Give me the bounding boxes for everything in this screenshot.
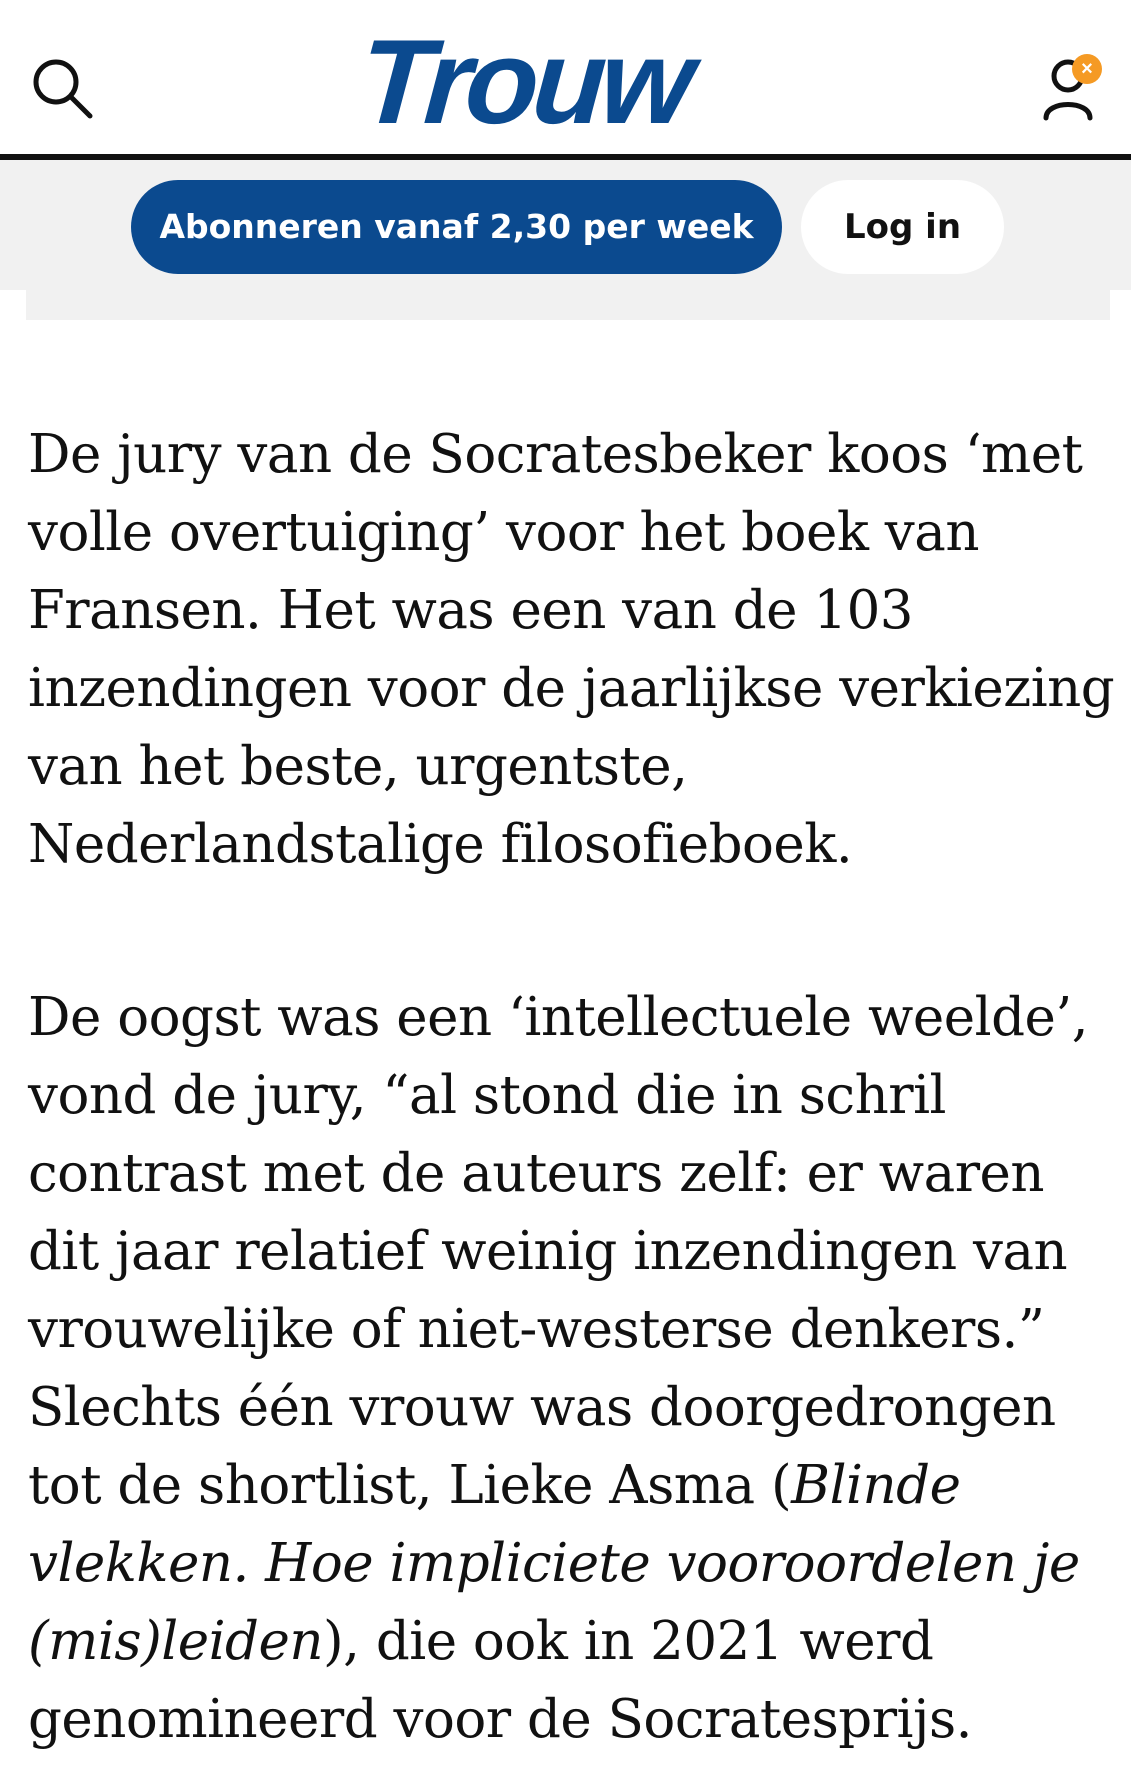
banner-placeholder — [26, 290, 1110, 320]
site-logo[interactable]: Trouw — [355, 15, 693, 149]
paragraph-text: ), die ook in 2021 werd genomineerd voor de Socratesprijs. — [28, 1611, 972, 1750]
article-paragraph — [28, 979, 1118, 1759]
subscribe-button[interactable]: Abonneren vanaf 2,30 per week — [131, 180, 782, 274]
subscription-bar — [0, 160, 1131, 290]
article-paragraph: De jury van de Socratesbeker koos ‘met volle overtuiging’ voor het boek van Fransen. Het was een van de 103 inzendingen voor de jaarlijkse verkiezing van het beste, urgentste, Nederlandstalige filosofieboek. — [28, 424, 1115, 875]
notification-badge: × — [1072, 54, 1102, 84]
article-body — [28, 416, 1118, 1775]
book-title: Blinde vlekken. Hoe impliciete vooroordelen je (mis)leiden — [28, 1455, 1080, 1672]
site-header — [0, 0, 1131, 155]
login-button[interactable]: Log in — [801, 180, 1004, 274]
paragraph-text: De oogst was een ‘intellectuele weelde’, vond de jury, “al stond die in schril contrast met de auteurs zelf: er waren dit jaar relatief weinig inzendingen van vrouwelijke of niet-westerse denkers.” Slechts één vrouw was doorgedrongen tot de shortlist, Lieke Asma ( — [28, 987, 1089, 1516]
search-icon[interactable] — [30, 56, 96, 122]
